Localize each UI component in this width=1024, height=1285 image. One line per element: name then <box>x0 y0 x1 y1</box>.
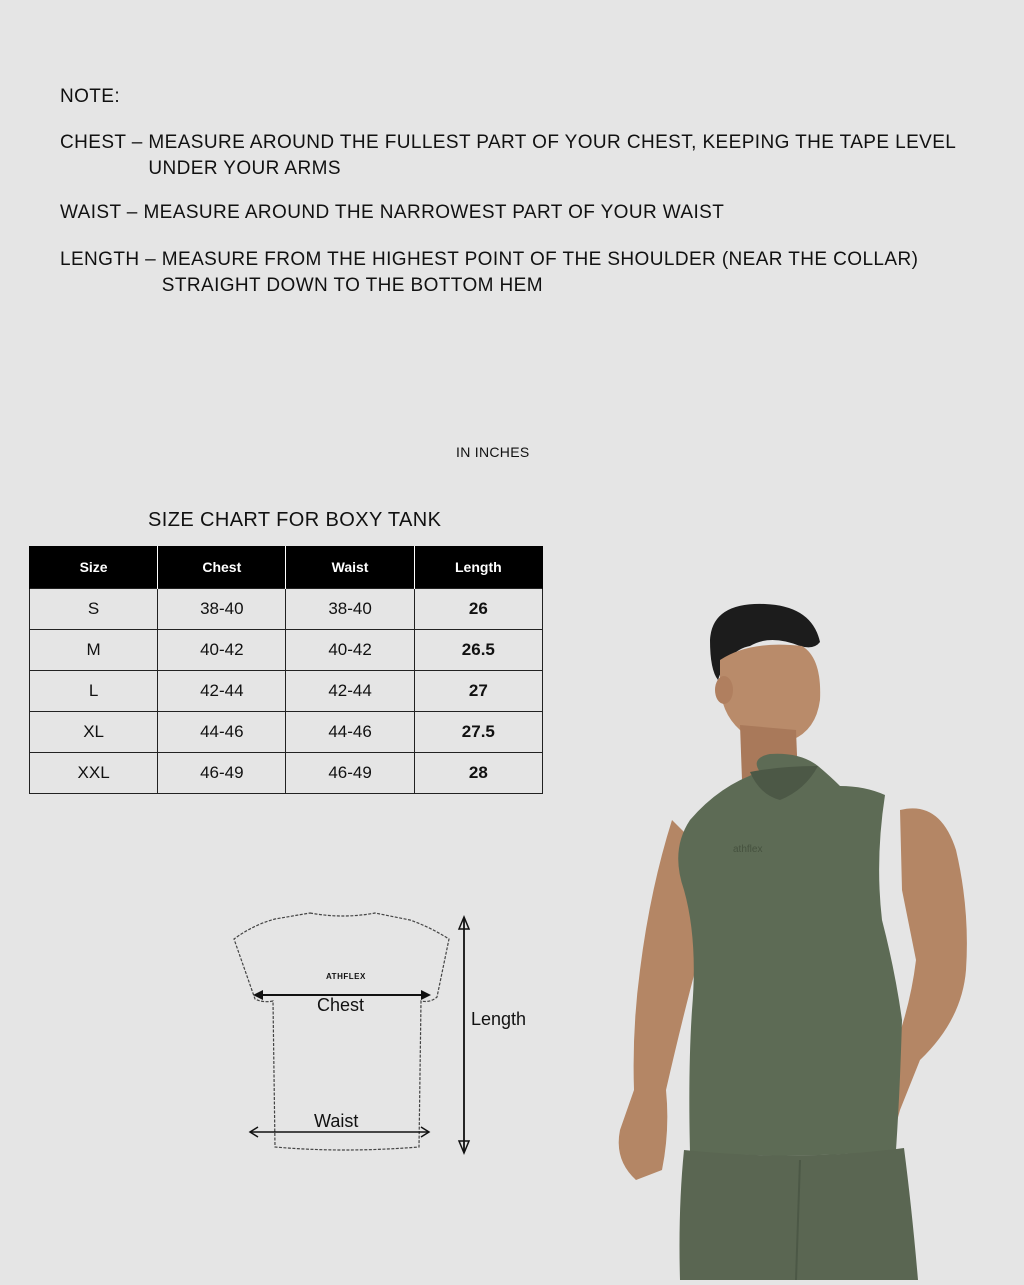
cell-size: L <box>30 671 158 712</box>
table-row <box>30 753 543 794</box>
cell-size: XXL <box>30 753 158 794</box>
model-photo <box>600 590 1024 1280</box>
note-chest <box>60 130 1000 182</box>
tank-brand-text: athflex <box>733 844 763 855</box>
cell-waist: 38-40 <box>286 589 414 630</box>
table-row <box>30 630 543 671</box>
note-waist-term: WAIST – <box>60 202 144 223</box>
note-length <box>60 247 1000 299</box>
header-length: Length <box>414 546 542 589</box>
cell-size: XL <box>30 712 158 753</box>
measurement-diagram <box>225 905 555 1165</box>
table-row <box>30 712 543 753</box>
cell-waist: 40-42 <box>286 630 414 671</box>
cell-length: 27.5 <box>414 712 542 753</box>
cell-waist: 42-44 <box>286 671 414 712</box>
header-chest: Chest <box>158 546 286 589</box>
table-row <box>30 589 543 630</box>
waist-label: Waist <box>314 1111 359 1131</box>
unit-label: IN INCHES <box>456 444 530 460</box>
cell-chest: 38-40 <box>158 589 286 630</box>
table-row <box>30 671 543 712</box>
note-length-term: LENGTH – <box>60 249 162 270</box>
cell-chest: 42-44 <box>158 671 286 712</box>
cell-length: 26.5 <box>414 630 542 671</box>
chest-label: Chest <box>317 995 365 1015</box>
note-waist-desc: MEASURE AROUND THE NARROWEST PART OF YOUR WAIST <box>143 202 725 223</box>
note-chest-term: CHEST – <box>60 132 149 153</box>
model-wearing-tank-icon <box>600 590 1024 1280</box>
cell-length: 28 <box>414 753 542 794</box>
cell-waist: 46-49 <box>286 753 414 794</box>
cell-waist: 44-46 <box>286 712 414 753</box>
cell-size: M <box>30 630 158 671</box>
cell-chest: 44-46 <box>158 712 286 753</box>
chart-title: SIZE CHART FOR BOXY TANK <box>148 509 442 531</box>
size-table <box>29 546 543 794</box>
note-title: NOTE: <box>60 86 121 107</box>
note-waist <box>60 200 1000 226</box>
cell-chest: 40-42 <box>158 630 286 671</box>
tank-outline-icon <box>225 905 555 1165</box>
cell-length: 27 <box>414 671 542 712</box>
length-label: Length <box>471 1009 527 1029</box>
diagram-brand-label: ATHFLEX <box>326 972 366 981</box>
note-chest-desc: MEASURE AROUND THE FULLEST PART OF YOUR CHEST, KEEPING THE TAPE LEVEL UNDER YOUR ARMS <box>148 132 956 179</box>
header-waist: Waist <box>286 546 414 589</box>
cell-chest: 46-49 <box>158 753 286 794</box>
header-size: Size <box>30 546 158 589</box>
cell-length: 26 <box>414 589 542 630</box>
table-header-row <box>30 546 543 589</box>
cell-size: S <box>30 589 158 630</box>
note-length-desc: MEASURE FROM THE HIGHEST POINT OF THE SHOULDER (NEAR THE COLLAR) STRAIGHT DOWN TO THE BOTTOM HEM <box>161 249 919 296</box>
